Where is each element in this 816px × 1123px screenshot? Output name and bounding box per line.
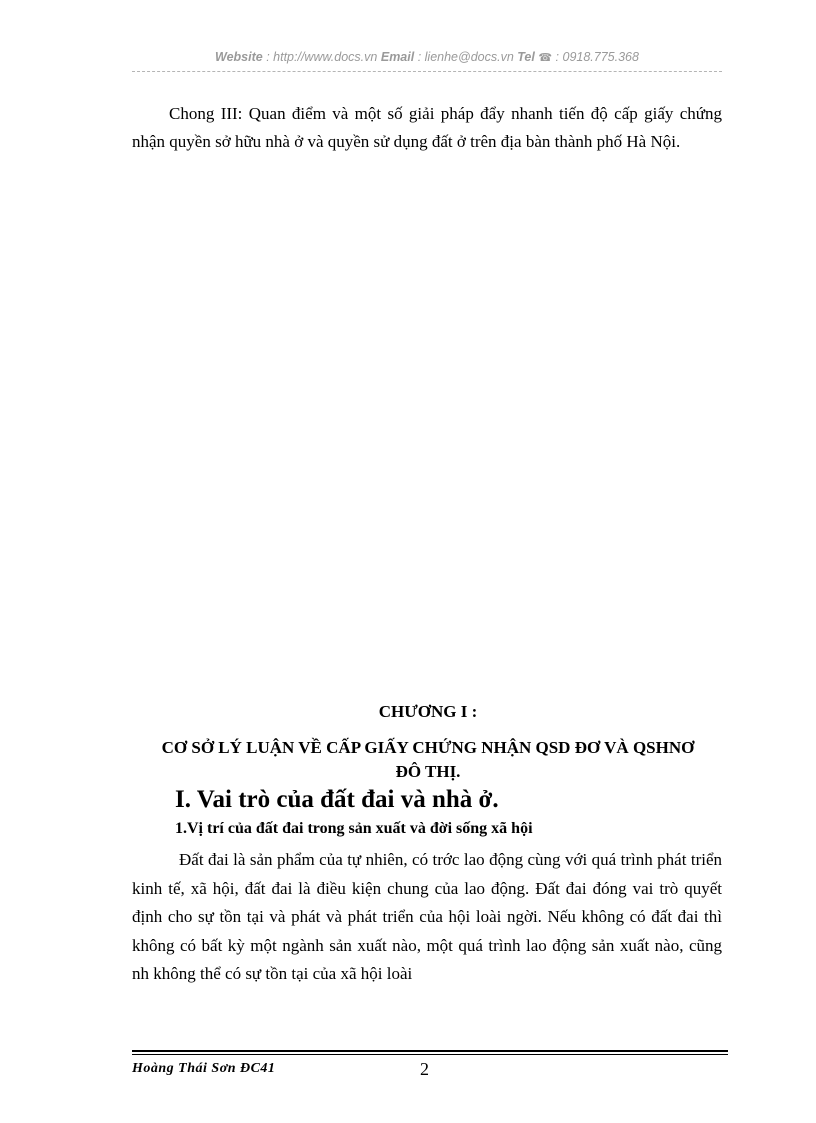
body-paragraph: Đất đai là sản phẩm của tự nhiên, có trớc lao động cùng với quá trình phát triển kinh tế, xã hội, đất đai là điều kiện chung của lao động. Đất đai đóng vai trò quyết định cho sự tồn tại và phát và phát triển của hội loài ngời. Nếu không có đất đai thì không có bất kỳ một ngành sản xuất nào, một quá trình lao động sản xuất nào, cũng nh không thể có sự tồn tại của xã hội loài <box>132 850 722 983</box>
section-heading: I. Vai trò của đất đai và nhà ở. <box>175 786 499 813</box>
footer-author: Hoàng Thái Sơn ĐC41 <box>132 1061 276 1076</box>
footer-divider-thin <box>132 1054 728 1055</box>
page-header <box>132 50 722 64</box>
tel-value: : 0918.775.368 <box>555 50 639 64</box>
chapter-number: CHƯƠNG I : <box>378 702 478 721</box>
subsection-heading: 1.Vị trí của đất đai trong sản xuất và đời sống xã hội <box>175 820 533 837</box>
intro-paragraph: Chong III: Quan điểm và một số giải pháp đẩy nhanh tiến độ cấp giấy chứng nhận quyền sở hữu nhà ở và quyền sử dụng đất ở trên địa bàn thành phố Hà Nội. <box>132 104 722 151</box>
tel-label: Tel <box>517 50 535 64</box>
chapter-title <box>110 736 746 784</box>
page-number: 2 <box>420 1059 429 1079</box>
email-label: Email <box>380 50 415 64</box>
chapter-title-line2: ĐÔ THỊ. <box>395 762 461 781</box>
phone-icon: ☎ <box>538 52 553 64</box>
website-value: : http://www.docs.vn <box>266 50 378 64</box>
website-label: Website <box>215 50 263 64</box>
chapter-title-line1: CƠ SỞ LÝ LUẬN VỀ CẤP GIẤY CHỨNG NHẬN QSD ĐƠ VÀ QSHNƠ <box>161 738 695 757</box>
header-divider <box>132 71 722 72</box>
email-value: : lienhe@docs.vn <box>417 50 514 64</box>
footer-divider-thick <box>132 1050 728 1052</box>
